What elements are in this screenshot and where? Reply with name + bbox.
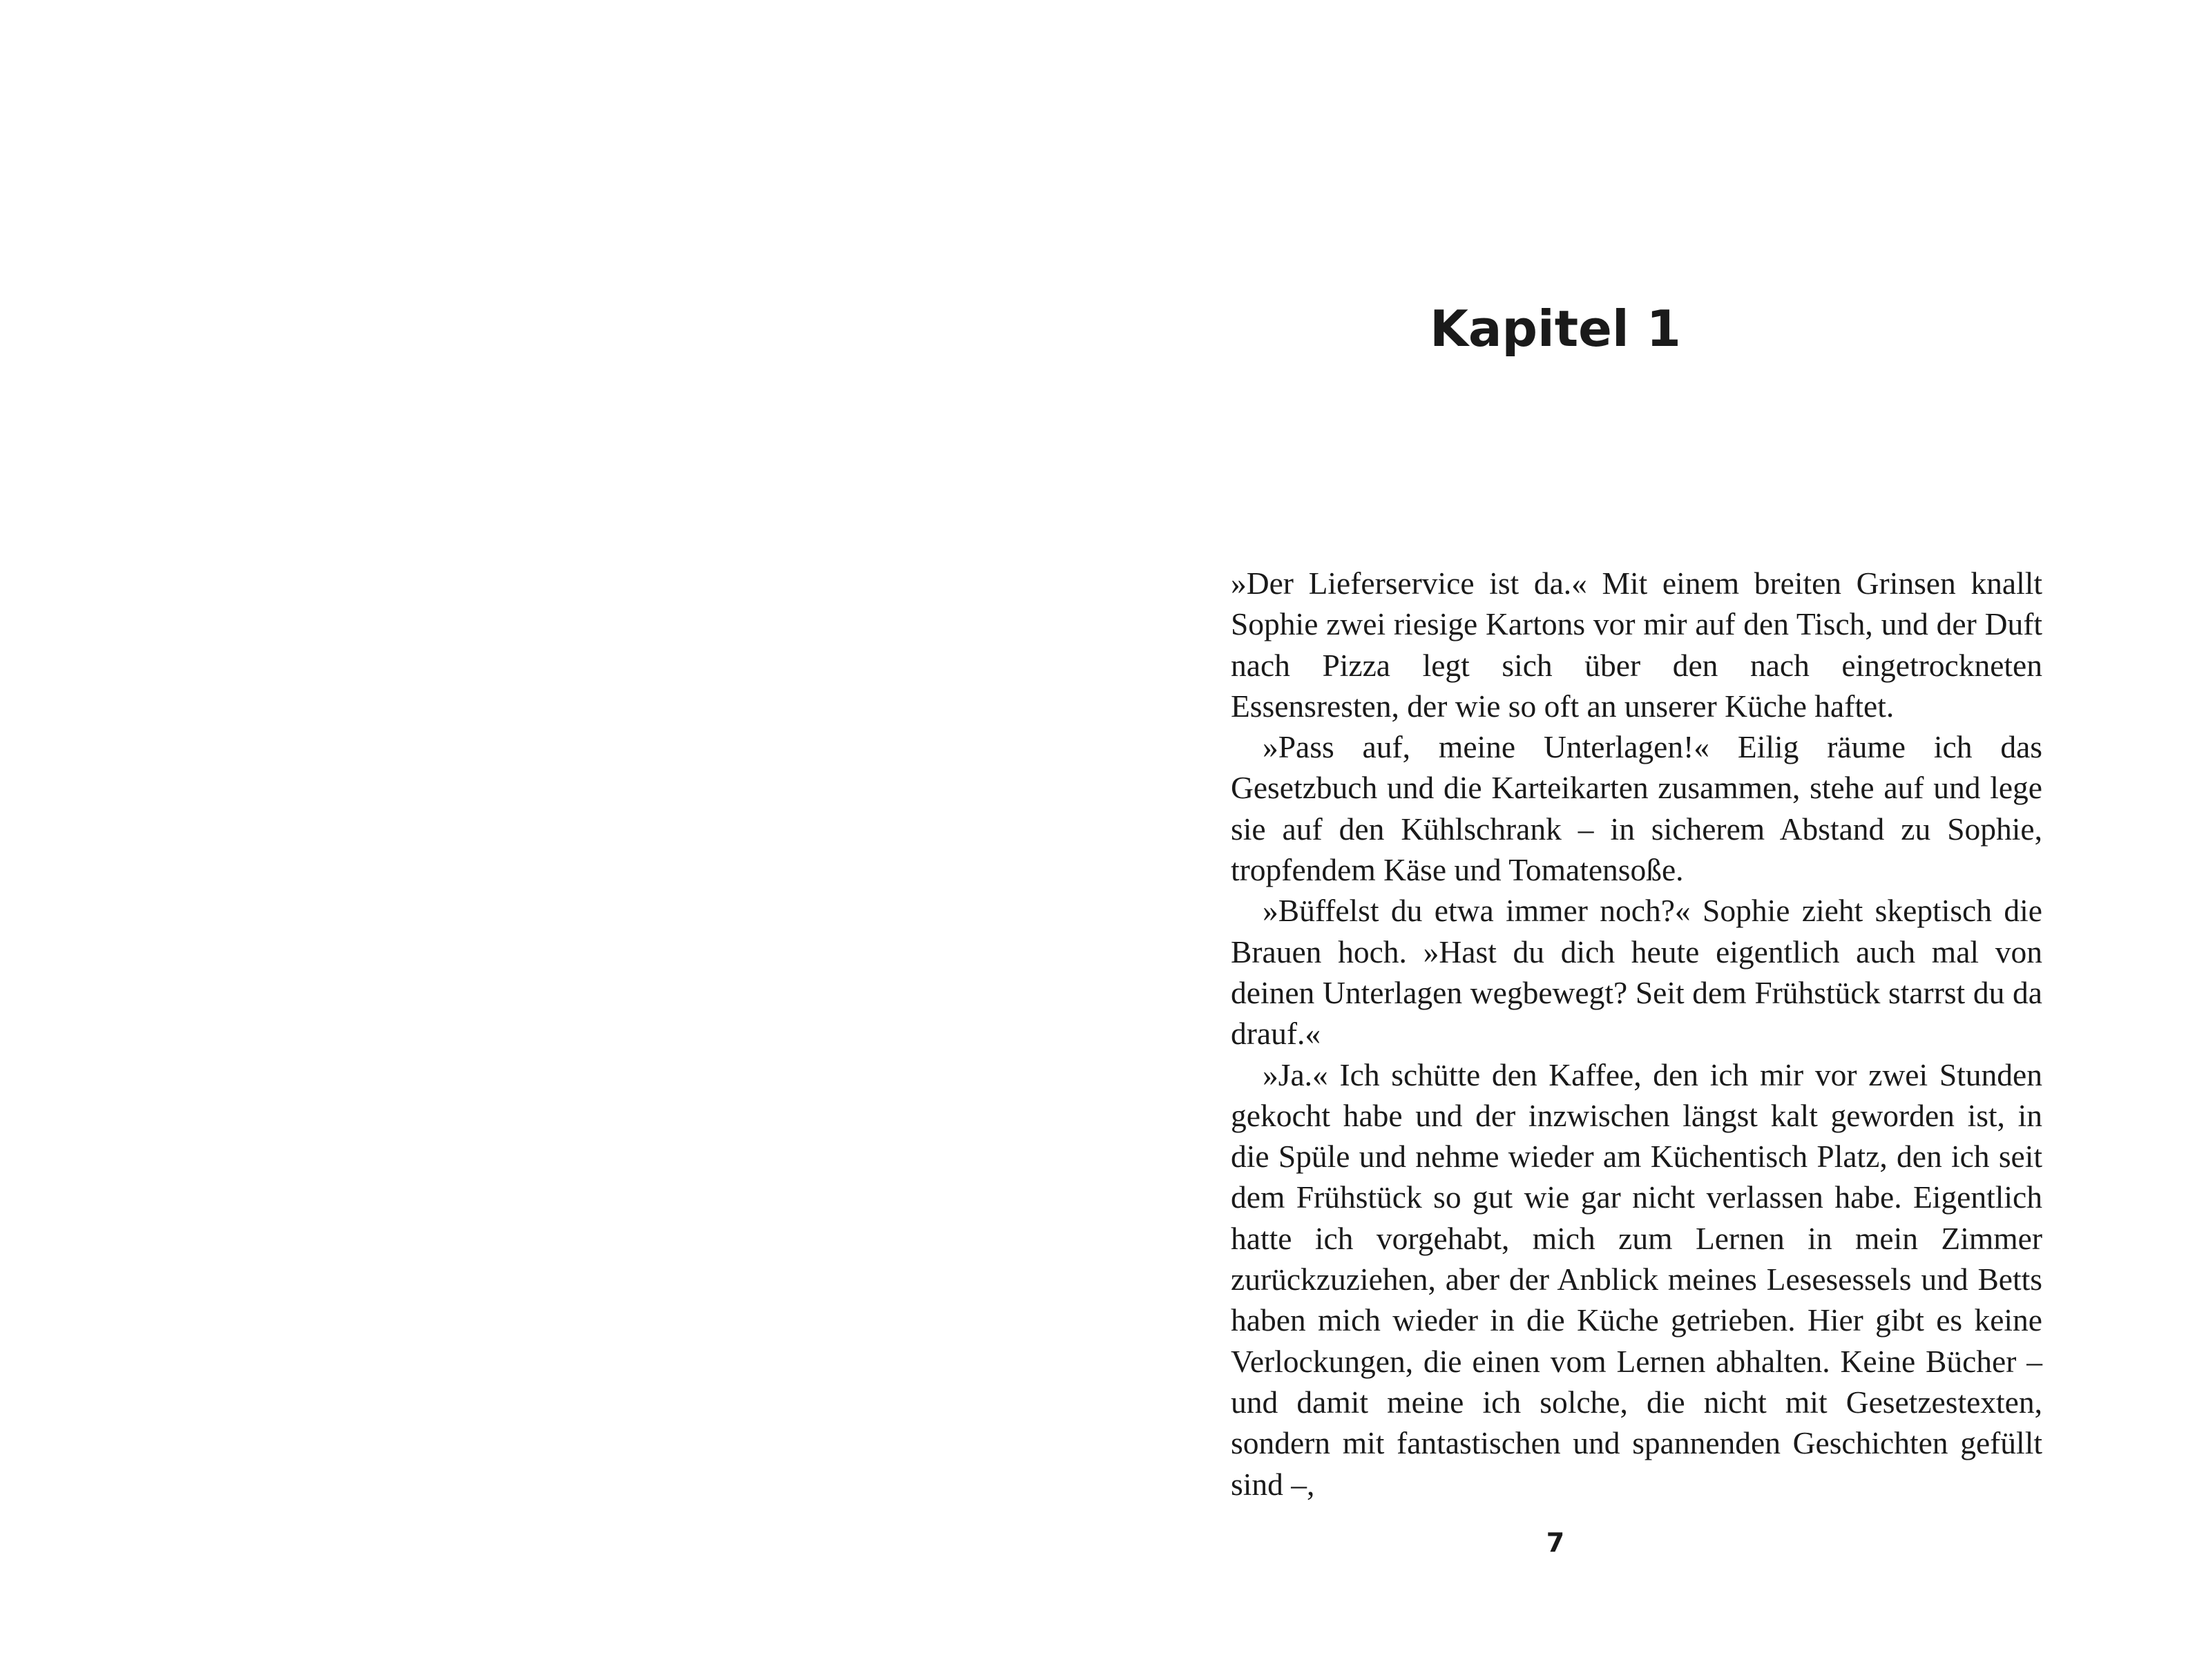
paragraph-2: »Pass auf, meine Unterlagen!« Eilig räume ich das Gesetzbuch und die Karteikarten zusammen, stehe auf und lege sie auf den Kühlschrank – in sicherem Abstand zu Sophie, tropfendem Käse und Tomatensoße. bbox=[1231, 729, 2042, 888]
chapter-body-text bbox=[1231, 563, 2042, 1505]
page-number: 7 bbox=[1546, 1527, 1565, 1558]
right-page bbox=[1093, 0, 2186, 1680]
paragraph-4: »Ja.« Ich schütte den Kaffee, den ich mir vor zwei Stunden gekocht habe und der inzwischen längst kalt geworden ist, in die Spüle und nehme wieder am Küchentisch Platz, den ich seit dem Frühstück so gut wie gar nicht verlassen habe. Eigentlich hatte ich vorgehabt, mich zum Lernen in mein Zimmer zurückzuziehen, aber der Anblick meines Lesesessels und Betts haben mich wieder in die Küche getrieben. Hier gibt es keine Verlockungen, die einen vom Lernen abhalten. Keine Bücher – und damit meine ich solche, die nicht mit Gesetzestexten, sondern mit fantastischen und spannenden Geschichten gefüllt sind –, bbox=[1231, 1056, 2042, 1502]
paragraph-3: »Büffelst du etwa immer noch?« Sophie zieht skeptisch die Brauen hoch. »Hast du dich heute eigentlich auch mal von deinen Unterlagen wegbewegt? Seit dem Frühstück starrst du da drauf.« bbox=[1231, 893, 2042, 1052]
chapter-title: Kapitel 1 bbox=[1430, 300, 1681, 358]
paragraph-1: »Der Lieferservice ist da.« Mit einem breiten Grinsen knallt Sophie zwei riesige Kartons vor mir auf den Tisch, und der Duft nach Pizza legt sich über den nach eingetrockneten Essensresten, der wie so oft an unserer Küche haftet. bbox=[1231, 566, 2042, 724]
